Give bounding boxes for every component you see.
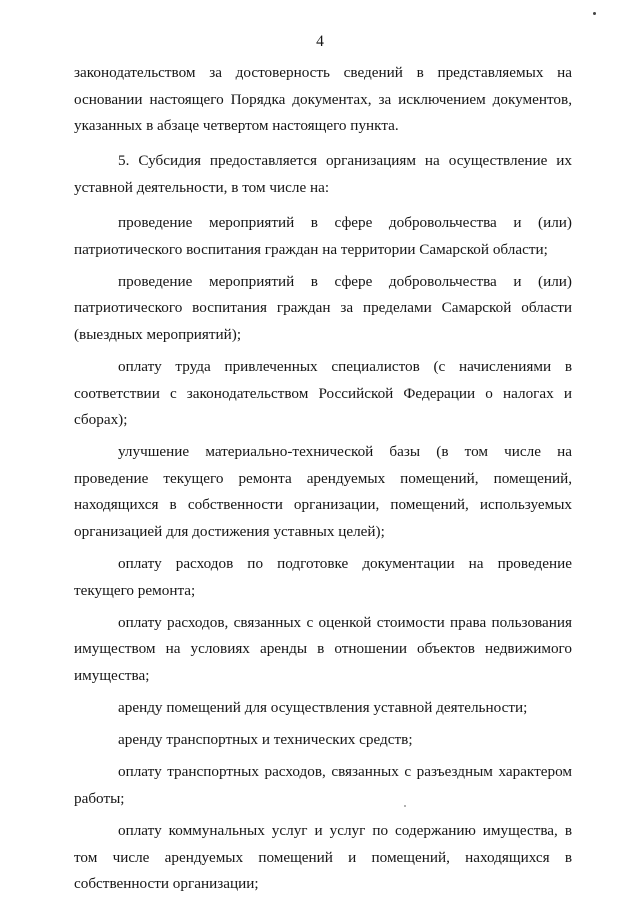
paragraph-premises-rent: аренду помещений для осуществления уставной деятельности; [118, 699, 528, 717]
paragraph-continuation: законодательством за достоверность сведений в представляемых на основании настоящего Порядка документах, за исключением документов, указанных в абзаце четвертом настоящего пункта. [74, 64, 572, 135]
paragraph-events-outside-region: проведение мероприятий в сфере добровольчества и (или) патриотического воспитания граждан за пределами Самарской области (выездных мероприятий); [74, 272, 572, 343]
paragraph-events-in-region: проведение мероприятий в сфере добровольчества и (или) патриотического воспитания граждан на территории Самарской области; [74, 213, 572, 258]
page-number: 4 [316, 33, 324, 50]
paragraph-vehicle-rent: аренду транспортных и технических средств; [118, 731, 413, 749]
paragraph-utilities: оплату коммунальных услуг и услуг по содержанию имущества, в том числе арендуемых помещений и помещений, находящихся в собственности организации; [74, 821, 572, 893]
paragraph-transport-costs: оплату транспортных расходов, связанных с разъездным характером работы; [74, 763, 572, 807]
document-body [74, 60, 572, 898]
scan-speck [593, 12, 596, 15]
paragraph-repair-documentation: оплату расходов по подготовке документации на проведение текущего ремонта; [74, 555, 572, 599]
paragraph-rent-valuation: оплату расходов, связанных с оценкой стоимости права пользования имуществом на условиях аренды в отношении объектов недвижимого имущества; [74, 613, 572, 684]
scan-speck [404, 805, 406, 807]
paragraph-material-base: улучшение материально-технической базы (в том числе на проведение текущего ремонта арендуемых помещений, помещений, находящихся в собственности организации, помещений, используемых организацией для достижения уставных целей); [74, 443, 572, 540]
paragraph-item-5: 5. Субсидия предоставляется организациям на осуществление их уставной деятельности, в том числе на: [74, 152, 572, 196]
paragraph-specialists-pay: оплату труда привлеченных специалистов (с начислениями в соответствии с законодательством Российской Федерации о налогах и сборах); [74, 357, 572, 429]
